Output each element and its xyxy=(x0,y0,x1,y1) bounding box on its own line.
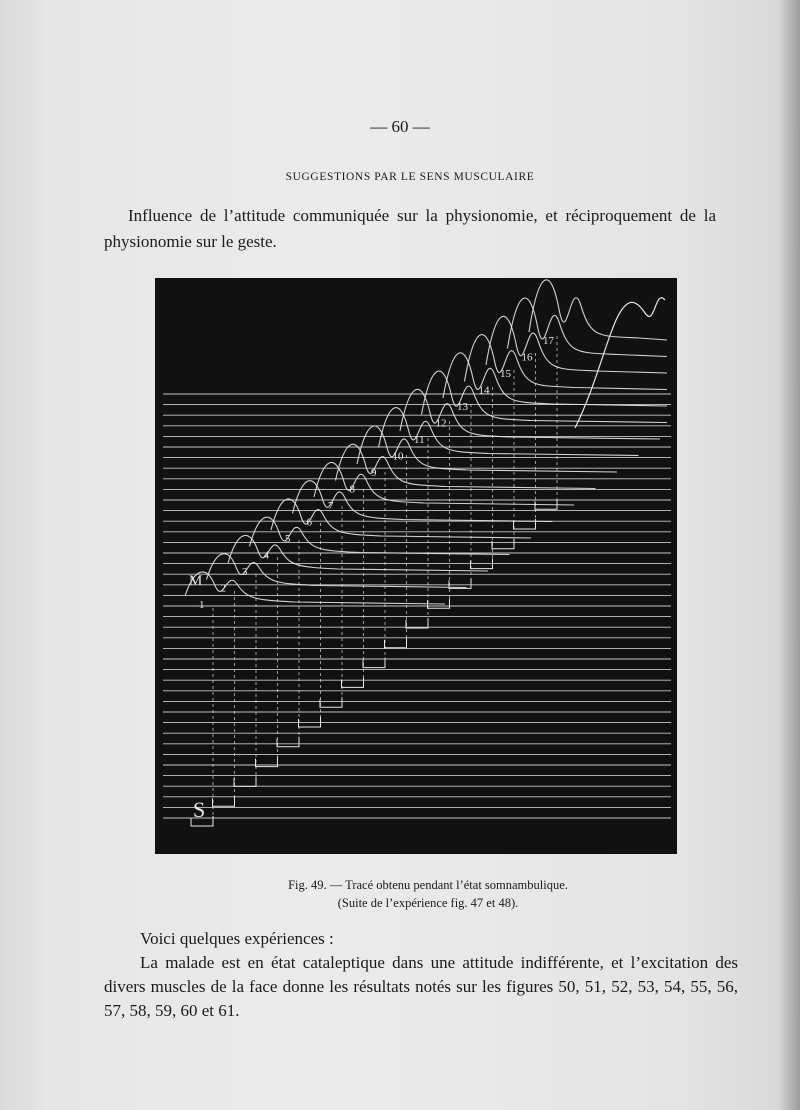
plate-background xyxy=(155,278,677,854)
trace-plate-svg xyxy=(155,278,677,854)
caption-line-1: Fig. 49. — Tracé obtenu pendant l’état somnambulique. xyxy=(288,878,568,892)
intro-text: Influence de l’attitude communiquée sur la physionomie, et réciproquement de la physionomie sur le geste. xyxy=(104,206,716,251)
page-edge-shadow xyxy=(778,0,800,1110)
horizontal-lines xyxy=(163,394,671,818)
trace-number-label: 10 xyxy=(392,450,404,463)
trace-number-label: 16 xyxy=(521,351,533,364)
body-paragraph-2: La malade est en état cataleptique dans une attitude indifférente, et l’excitation des divers muscles de la face donne les résultats notés sur les figures 50, 51, 52, 53, 54, 55, 56, 57, 58, 59, 60 et 61. xyxy=(104,953,738,1020)
figure-caption xyxy=(150,876,706,912)
trace-number-label: 4 xyxy=(263,549,269,562)
trace-number-label: 1 xyxy=(199,599,205,611)
trace-number-label: 14 xyxy=(478,384,490,397)
intro-paragraph xyxy=(104,203,716,255)
trace-number-label: 6 xyxy=(306,516,312,529)
trace-number-label: 17 xyxy=(543,335,554,347)
page-number: — 60 — xyxy=(370,117,430,136)
body-paragraph-1: Voici quelques expériences : xyxy=(140,929,334,948)
trace-number-label: 8 xyxy=(349,483,355,496)
trace-number-label: 11 xyxy=(414,434,425,446)
letter-m: M xyxy=(189,573,203,589)
trace-number-label: 2 xyxy=(220,582,226,595)
caption-line-2: (Suite de l’expérience fig. 47 et 48). xyxy=(337,896,519,910)
trace-number-label: 7 xyxy=(328,500,334,512)
figure-trace-plate xyxy=(155,278,677,854)
running-head: SUGGESTIONS PAR LE SENS MUSCULAIRE xyxy=(285,171,535,183)
trace-number-label: 3 xyxy=(242,566,248,578)
body-text xyxy=(104,927,738,1023)
trace-number-label: 9 xyxy=(371,467,377,479)
trace-number-label: 12 xyxy=(435,417,447,430)
trace-number-label: 15 xyxy=(500,368,511,380)
trace-number-label: 13 xyxy=(457,401,468,413)
trace-number-label: 5 xyxy=(285,533,291,545)
letter-s: S xyxy=(193,797,206,822)
